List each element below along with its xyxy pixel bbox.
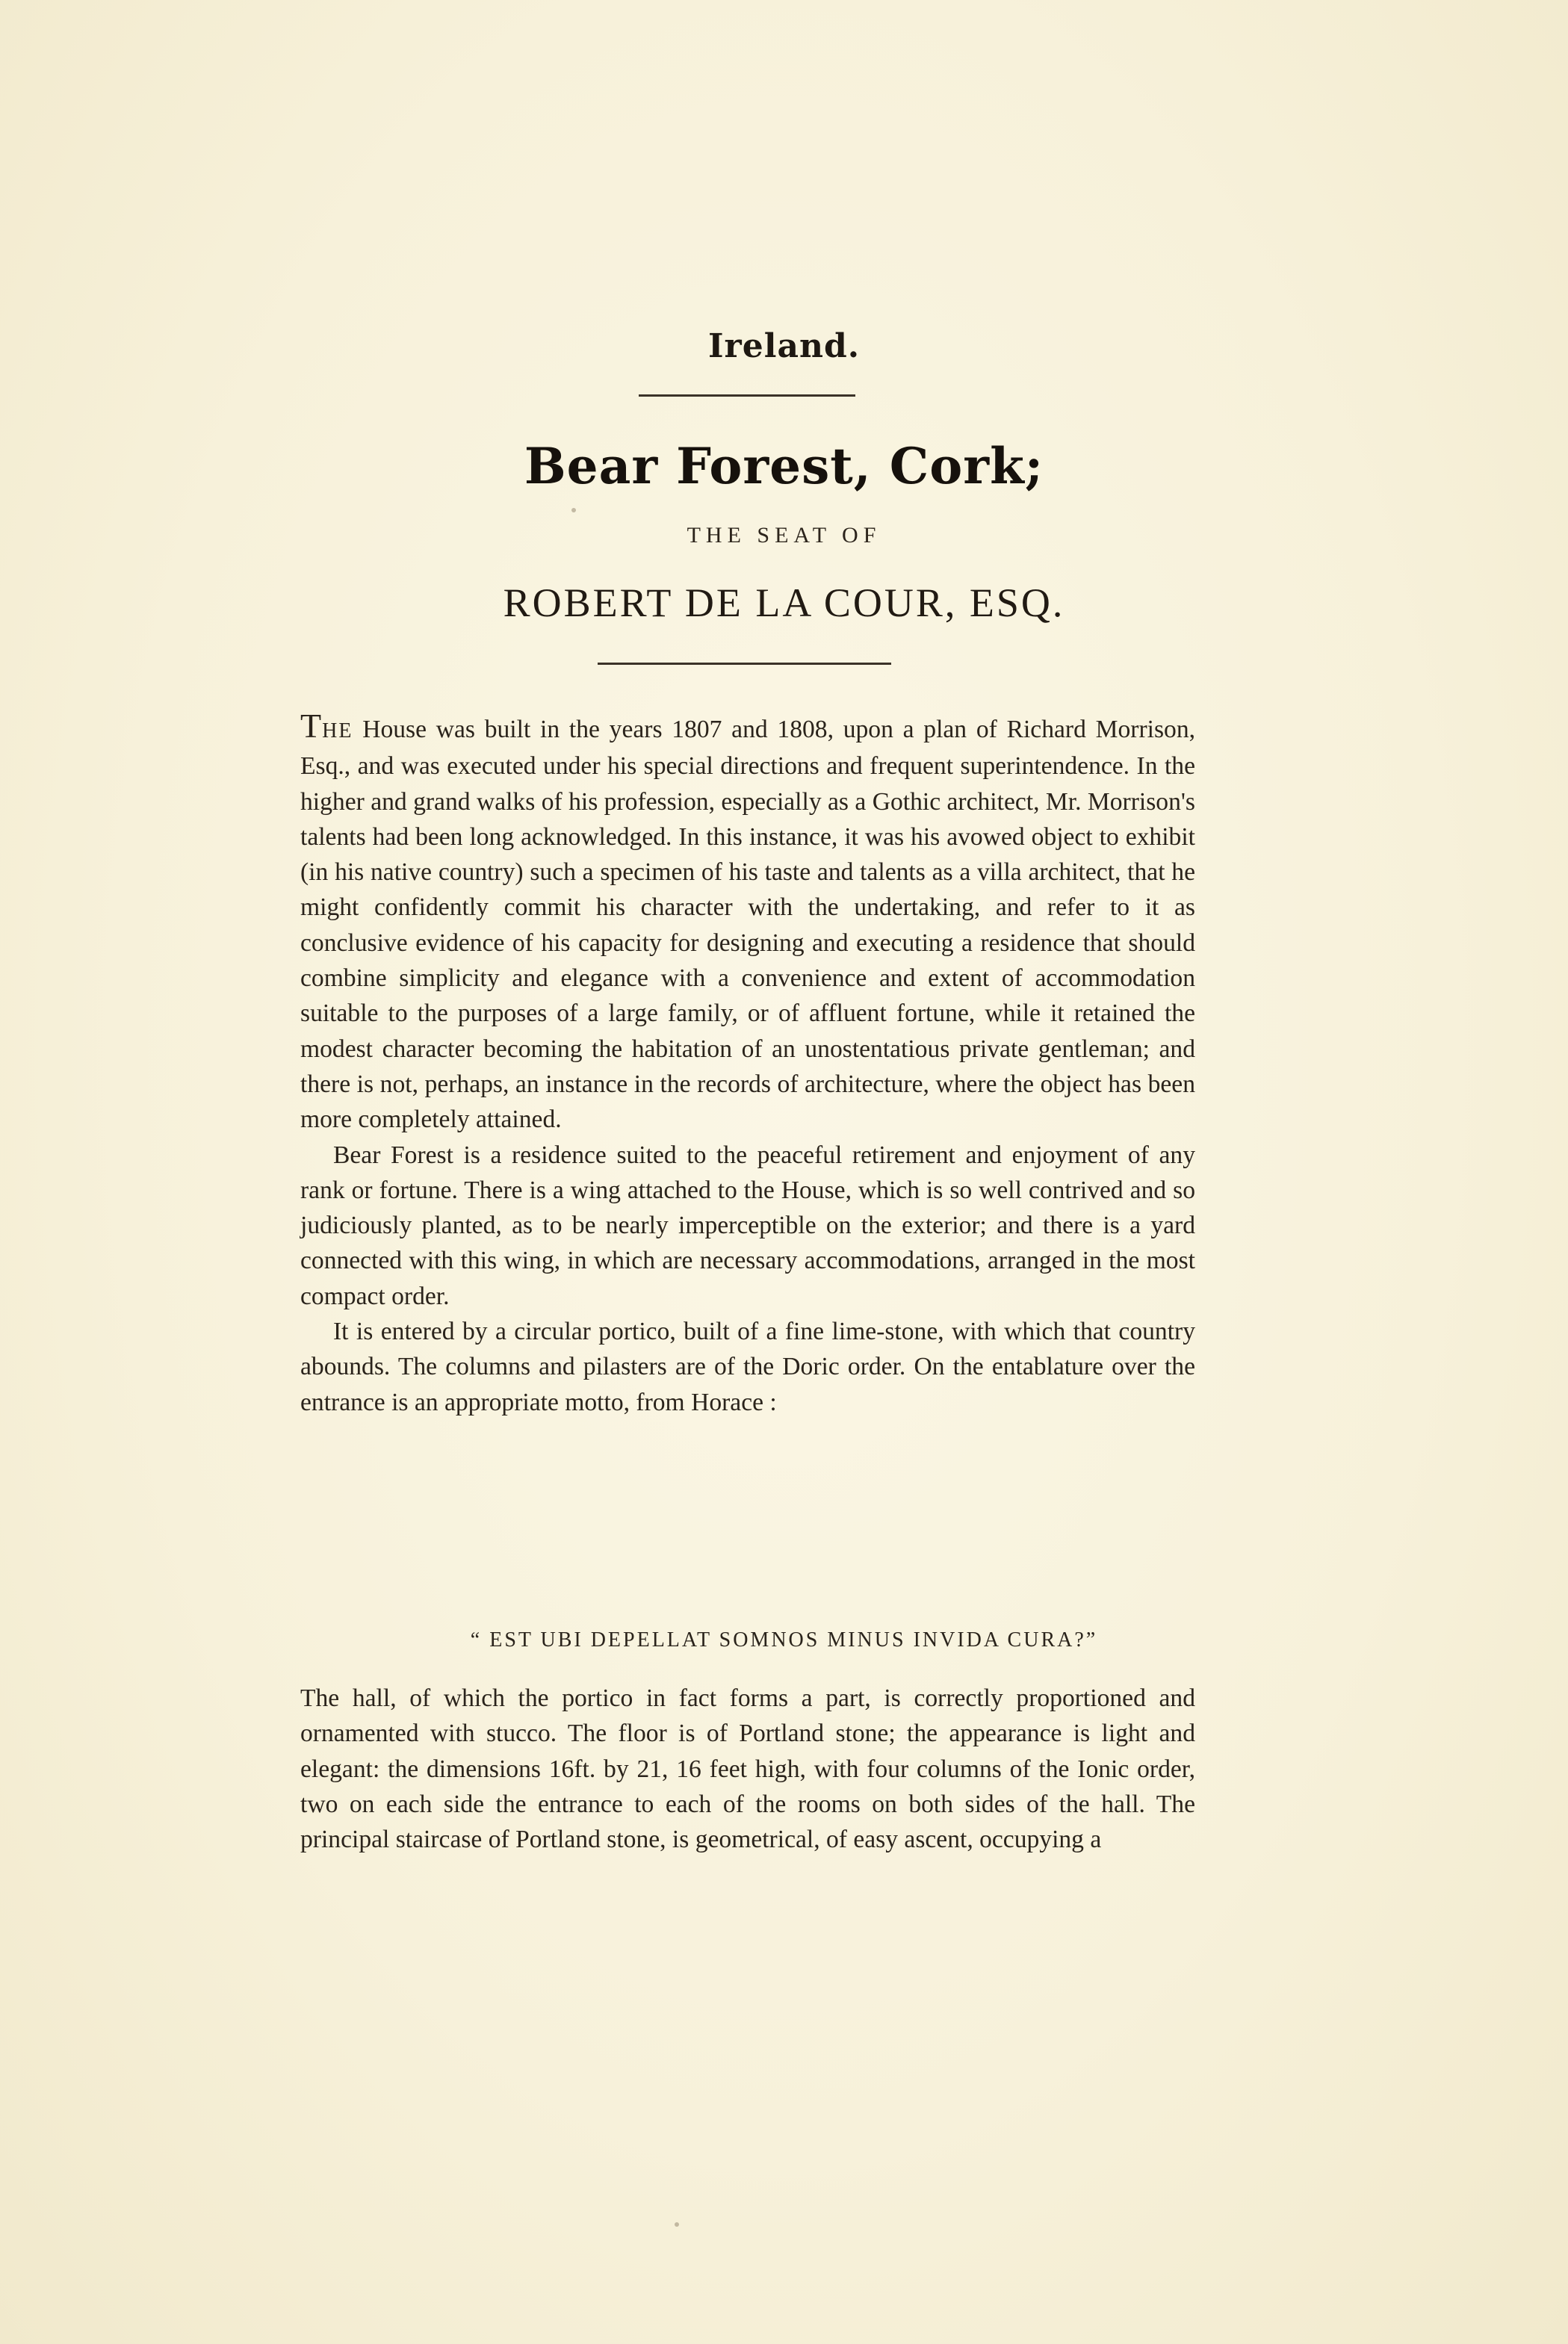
owner-name: ROBERT DE LA COUR, ESQ. <box>503 580 1065 625</box>
horace-motto: “ EST UBI DEPELLAT SOMNOS MINUS INVIDA CURA?” <box>470 1628 1098 1652</box>
paragraph-3: It is entered by a circular portico, built of a fine lime-stone, with which that country abounds. The columns and pilasters are of the Doric order. On the entablature over the entrance is an appropriate motto, from Horace : <box>300 1318 1195 1416</box>
paper-speck <box>675 2222 679 2227</box>
body-text-upper <box>300 708 1195 1420</box>
paragraph-2: Bear Forest is a residence suited to the peaceful retirement and enjoyment of any rank or fortune. There is a wing attached to the House, which is so well contrived and so judiciously planted, as to be nearly imperceptible on the exterior; and there is a yard connected with this wing, in which are necessary accommodations, arranged in the most compact order. <box>300 1141 1195 1310</box>
estate-title: Bear Forest, Cork; <box>524 437 1044 495</box>
paragraph-1-text: House was built in the years 1807 and 1808, upon a plan of Richard Morrison, Esq., and was executed under his special directions and frequent superintendence. In the higher and grand walks of his profession, especially as a Gothic architect, Mr. Morrison's talents had been long acknowledged. In this instance, it was his avowed object to exhibit (in his native country) such a specimen of his taste and talents as a villa architect, that he might confidently commit his character with the undertaking, and refer to it as conclusive evidence of his capacity for designing and executing a residence that should combine simplicity and elegance with a convenience and extent of accommodation suitable to the purposes of a large family, or of affluent fortune, while it retained the modest character becoming the habitation of an unostentatious private gentleman; and there is not, perhaps, an instance in the records of architecture, where the object has been more completely attained. <box>300 716 1195 1134</box>
paragraph-1 <box>300 708 1195 1138</box>
paper-speck <box>571 508 576 512</box>
seat-line: THE SEAT OF <box>687 523 881 548</box>
title-divider <box>598 663 891 665</box>
small-caps-word: HE <box>322 719 353 742</box>
body-text-lower <box>300 1681 1195 1857</box>
drop-cap: T <box>300 707 323 745</box>
heading-divider <box>639 394 855 397</box>
region-heading: Ireland. <box>707 327 861 365</box>
paragraph-4: The hall, of which the portico in fact forms a part, is correctly proportioned and ornamented with stucco. The floor is of Portland stone; the appearance is light and elegant: the dimensions 16ft. by 21, 16 feet high, with four columns of the Ionic order, two on each side the entrance to each of the rooms on both sides of the hall. The principal staircase of Portland stone, is geometrical, of easy ascent, occupying a <box>300 1684 1195 1854</box>
